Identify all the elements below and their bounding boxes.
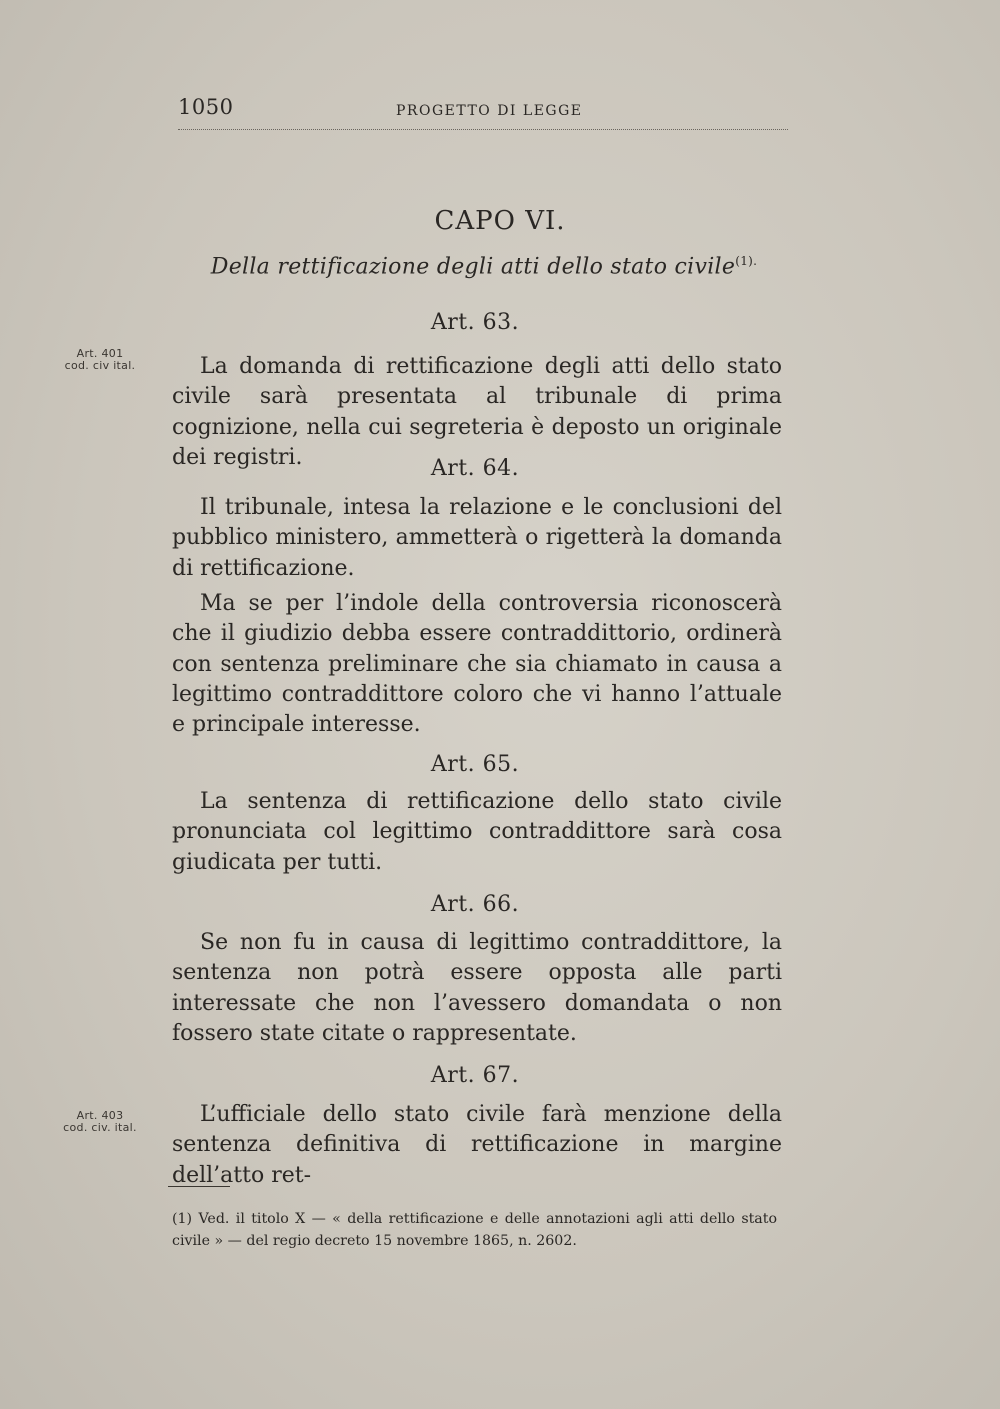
- margin-note: [40, 348, 160, 372]
- margin-note-line: Art. 401: [76, 347, 124, 360]
- article-paragraph: La sentenza di rettificazione dello stato civile pronunciata col legittimo contraddittore sarà cosa giudicata per tutti.: [172, 789, 782, 875]
- margin-note-line: Art. 403: [76, 1109, 124, 1122]
- footnote-reference: (1).: [735, 254, 758, 268]
- page-number: 1050: [178, 95, 234, 119]
- margin-note-line: cod. civ. ital.: [63, 1121, 137, 1134]
- article-paragraph: L’ufficiale dello stato civile farà menzione della sentenza definitiva di rettificazione in margine dell’atto ret-: [172, 1102, 782, 1188]
- article-paragraph: La domanda di rettificazione degli atti dello stato civile sarà presentata al tribunale di prima cognizione, nella cui segreteria è deposto un originale dei registri.: [172, 354, 782, 470]
- running-title: PROGETTO DI LEGGE: [396, 103, 583, 119]
- page-header: [178, 95, 788, 130]
- chapter-subtitle-text: Della rettificazione degli atti dello stato civile: [210, 254, 736, 280]
- chapter-subtitle: [0, 254, 968, 279]
- chapter-title: CAPO VI.: [434, 206, 566, 236]
- article-heading: Art. 66.: [430, 892, 520, 917]
- article-paragraph: Se non fu in causa di legittimo contraddittore, la sentenza non potrà essere opposta alle parti interessate che non l’avessero domandata o non fossero state citate o rappresentate.: [172, 930, 782, 1046]
- footnote-text: Ved. il titolo X — « della rettificazione e delle annotazioni agli atti dello stato civile » — del regio decreto 15 novembre 1865, n. 2602.: [172, 1211, 777, 1249]
- margin-note: [40, 1110, 160, 1134]
- margin-note-line: cod. civ ital.: [64, 359, 136, 372]
- article-heading: Art. 63.: [430, 310, 520, 335]
- footnote-divider: [168, 1186, 230, 1187]
- article-heading: Art. 67.: [430, 1063, 520, 1088]
- article-paragraph: Il tribunale, intesa la relazione e le conclusioni del pubblico ministero, ammetterà o rigetterà la domanda di rettificazione.: [172, 495, 782, 581]
- article-heading: Art. 65.: [430, 752, 520, 777]
- footnote-mark: (1): [172, 1211, 193, 1227]
- article-paragraph: Ma se per l’indole della controversia riconoscerà che il giudizio debba essere contraddittorio, ordinerà con sentenza preliminare che sia chiamato in causa a legittimo contraddittore coloro che vi hanno l’attuale e principale interesse.: [172, 591, 782, 738]
- footnote: [172, 1208, 777, 1252]
- article-heading: Art. 64.: [430, 456, 520, 481]
